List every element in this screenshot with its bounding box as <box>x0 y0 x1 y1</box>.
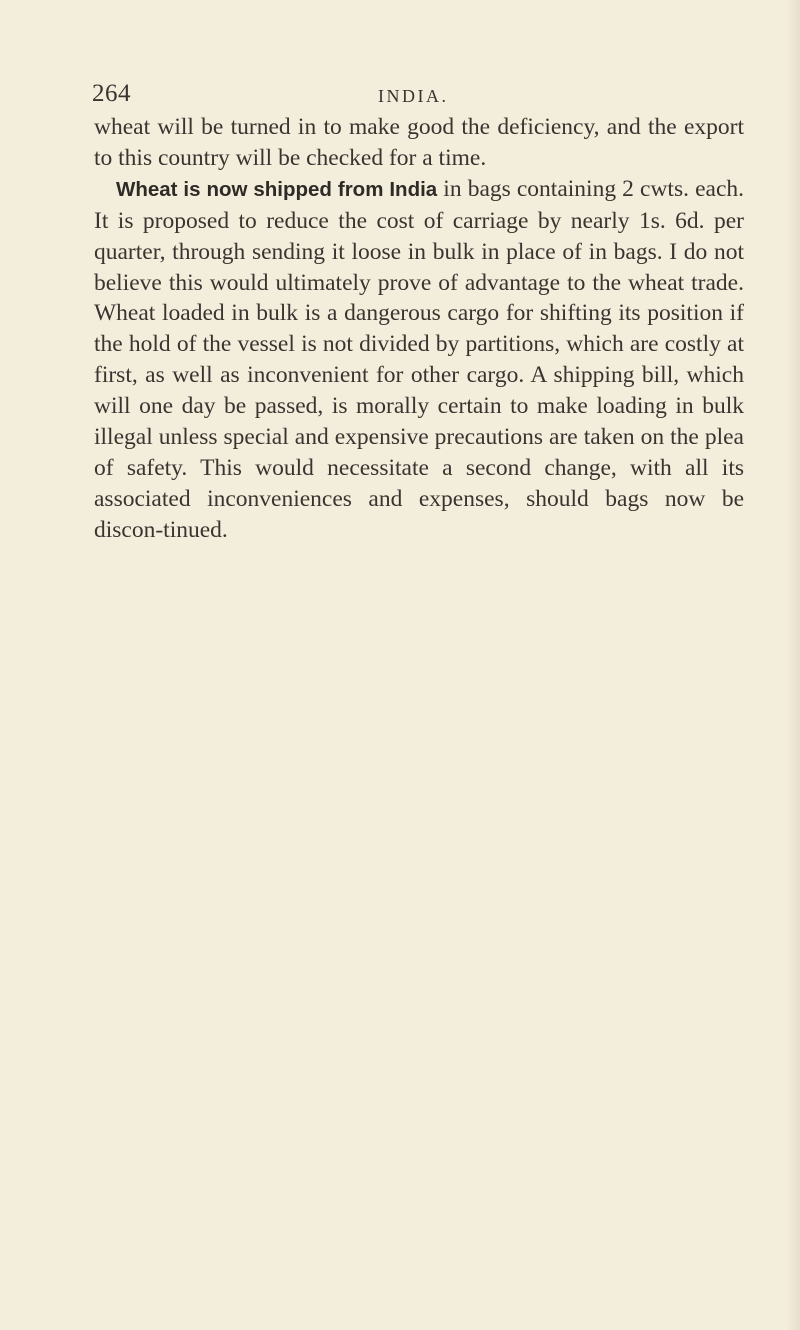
body-text <box>94 112 744 546</box>
page-number: 264 <box>92 80 131 107</box>
page-edge-shadow <box>786 0 800 1330</box>
paragraph-2 <box>94 174 744 546</box>
paragraph-1: wheat will be turned in to make good the deficiency, and the export to this country will be checked for a time. <box>94 114 744 171</box>
paragraph-2-lead: Wheat is now shipped from India <box>116 177 438 201</box>
running-head: INDIA. <box>378 86 449 106</box>
paragraph-2-text: in bags containing 2 cwts. each. It is proposed to reduce the cost of carriage by nearly 1s. 6d. per quarter, through sending it loose in bulk in place of in bags. I do not believe this would ultimately prove of advantage to the wheat trade. Wheat loaded in bulk is a dangerous cargo for shifting its position if the hold of the vessel is not divided by partitions, which are costly at first, as well as inconvenient for other cargo. A shipping bill, which will one day be passed, is morally certain to make loading in bulk illegal unless special and expensive precautions are taken on the plea of safety. This would necessitate a second change, with all its associated inconveniences and expenses, should bags now be discon-tinued. <box>94 175 745 543</box>
